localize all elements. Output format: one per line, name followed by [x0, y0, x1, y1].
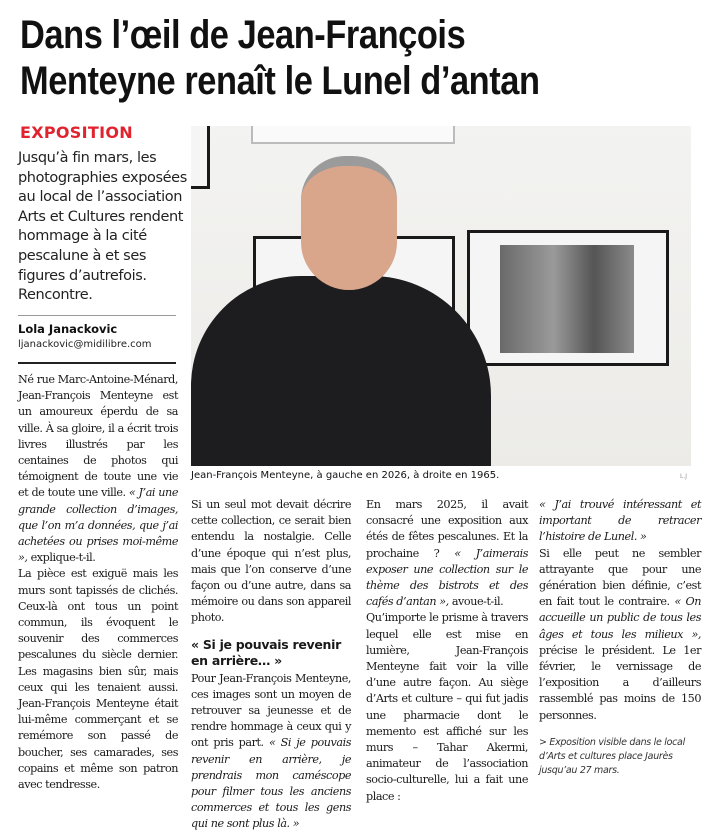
text: explique-t-il.	[27, 551, 96, 565]
body-column-2	[191, 497, 351, 833]
quote: « J’aimerais exposer une collection sur le thème des bistrots et des cafés d’antan »,	[366, 546, 528, 609]
body-column-4	[539, 497, 701, 778]
photo-credit: L.J	[680, 473, 688, 480]
exhibition-info: > Exposition visible dans le local d’Arts et cultures place Jaurès jusqu’au 27 mars.	[539, 736, 685, 776]
paragraph	[191, 671, 351, 833]
wall-frame	[191, 126, 210, 189]
divider	[18, 315, 176, 316]
paragraph: Si un seul mot devait décrire cette collection, ce serait bien entendu la nostalgie. Celle d’une époque qui n’est plus, mais que l’on conserve d’une façon ou d’une autre, dans sa mémoire ou dans son appareil photo.	[191, 498, 351, 625]
text: Né rue Marc-Antoine-Ménard, Jean-François Menteyne est un amoureux éperdu de sa ville. À sa gloire, il a écrit trois livres illustrés par les centaines de photos qui témoignent de toute une vie et de toute une ville.	[18, 373, 178, 500]
standfirst: Jusqu’à fin mars, les photographies exposées au local de l’association Arts et Cultures rendent hommage à la cité pescalune à et ses figures d’autrefois. Rencontre.	[18, 150, 187, 304]
person-shirt	[191, 276, 491, 466]
vintage-photo	[500, 245, 634, 353]
headline-line-2: Menteyne renaît le Lunel d’antan	[20, 59, 540, 103]
quote: « J’ai une grande collection d’images, que l’on m’a données, que j’ai achetées ou prises moi-même »,	[18, 486, 178, 565]
wall-frame	[251, 126, 455, 144]
author-email-link[interactable]: ljanackovic@midilibre.com	[18, 339, 152, 350]
quote: « J’ai trouvé intéressant et important de retracer l’histoire de Lunel. »	[539, 498, 701, 544]
divider	[18, 362, 176, 364]
text: Qu’importe le prisme à travers lequel elle est mise en lumière, Jean-François Menteyne fait voir la ville d’une autre façon. Au siège d’Arts et culture – qui fut jadis une pharmacie dont le memento est affiché sur les murs – Tahar Akermi, animateur de l’association socio-culturelle, lui a fait une place :	[366, 611, 528, 803]
paragraph	[366, 610, 528, 804]
section-kicker: EXPOSITION	[20, 123, 133, 142]
paragraph: La pièce est exiguë mais les murs sont tapissés de clichés. Ceux-là ont tous un point commun, ils évoquent le souvenir des commerces pescalunes du siècle dernier. Les magasins bien sûr, mais ceux qui les tenaient aussi. Jean-François Menteyne était lui-même commerçant et se remémore son passé de boucher, ses camarades, ses copains et même son patron avec tendresse.	[18, 567, 178, 792]
headline	[20, 12, 613, 104]
text: En mars 2025, il avait consacré une exposition aux étés de fêtes pescalunes. Et la prochaine ?	[366, 498, 528, 560]
headline-line-1: Dans l’œil de Jean-François	[20, 13, 466, 57]
quote: « Si je pouvais revenir en arrière, je prendrais mon caméscope pour filmer tous les anciens commerces et tous les gens qui ne sont plus là. »	[191, 736, 351, 831]
photo-caption: Jean-François Menteyne, à gauche en 2026, à droite en 1965.	[191, 470, 500, 481]
author-name: Lola Janackovic	[18, 322, 118, 336]
text: Si elle peut ne sembler attrayante que pour une génération bien définie, c’est en fait tout le contraire.	[539, 546, 701, 609]
paragraph	[539, 497, 701, 546]
paragraph	[366, 497, 528, 610]
body-column-3	[366, 497, 528, 805]
quote: « On accueille un public de tous les âges et tous les milieux »,	[539, 595, 702, 641]
body-column-1	[18, 372, 178, 793]
text: Pour Jean-François Menteyne, ces images sont un moyen de retrouver sa jeunesse et de rendre hommage à ceux qui y ont pris part.	[191, 671, 351, 750]
person-face	[301, 156, 397, 290]
paragraph	[539, 546, 701, 724]
text: avoue-t-il.	[448, 595, 504, 609]
text: précise le président. Le 1er février, le vernissage de l’exposition a d’ailleurs rassemblé pas moins de 150 personnes.	[539, 643, 701, 722]
paragraph	[18, 372, 178, 566]
subheading: « Si je pouvais revenir en arrière… »	[191, 636, 341, 668]
article-photo	[191, 126, 691, 466]
vintage-photo-frame	[467, 230, 669, 366]
